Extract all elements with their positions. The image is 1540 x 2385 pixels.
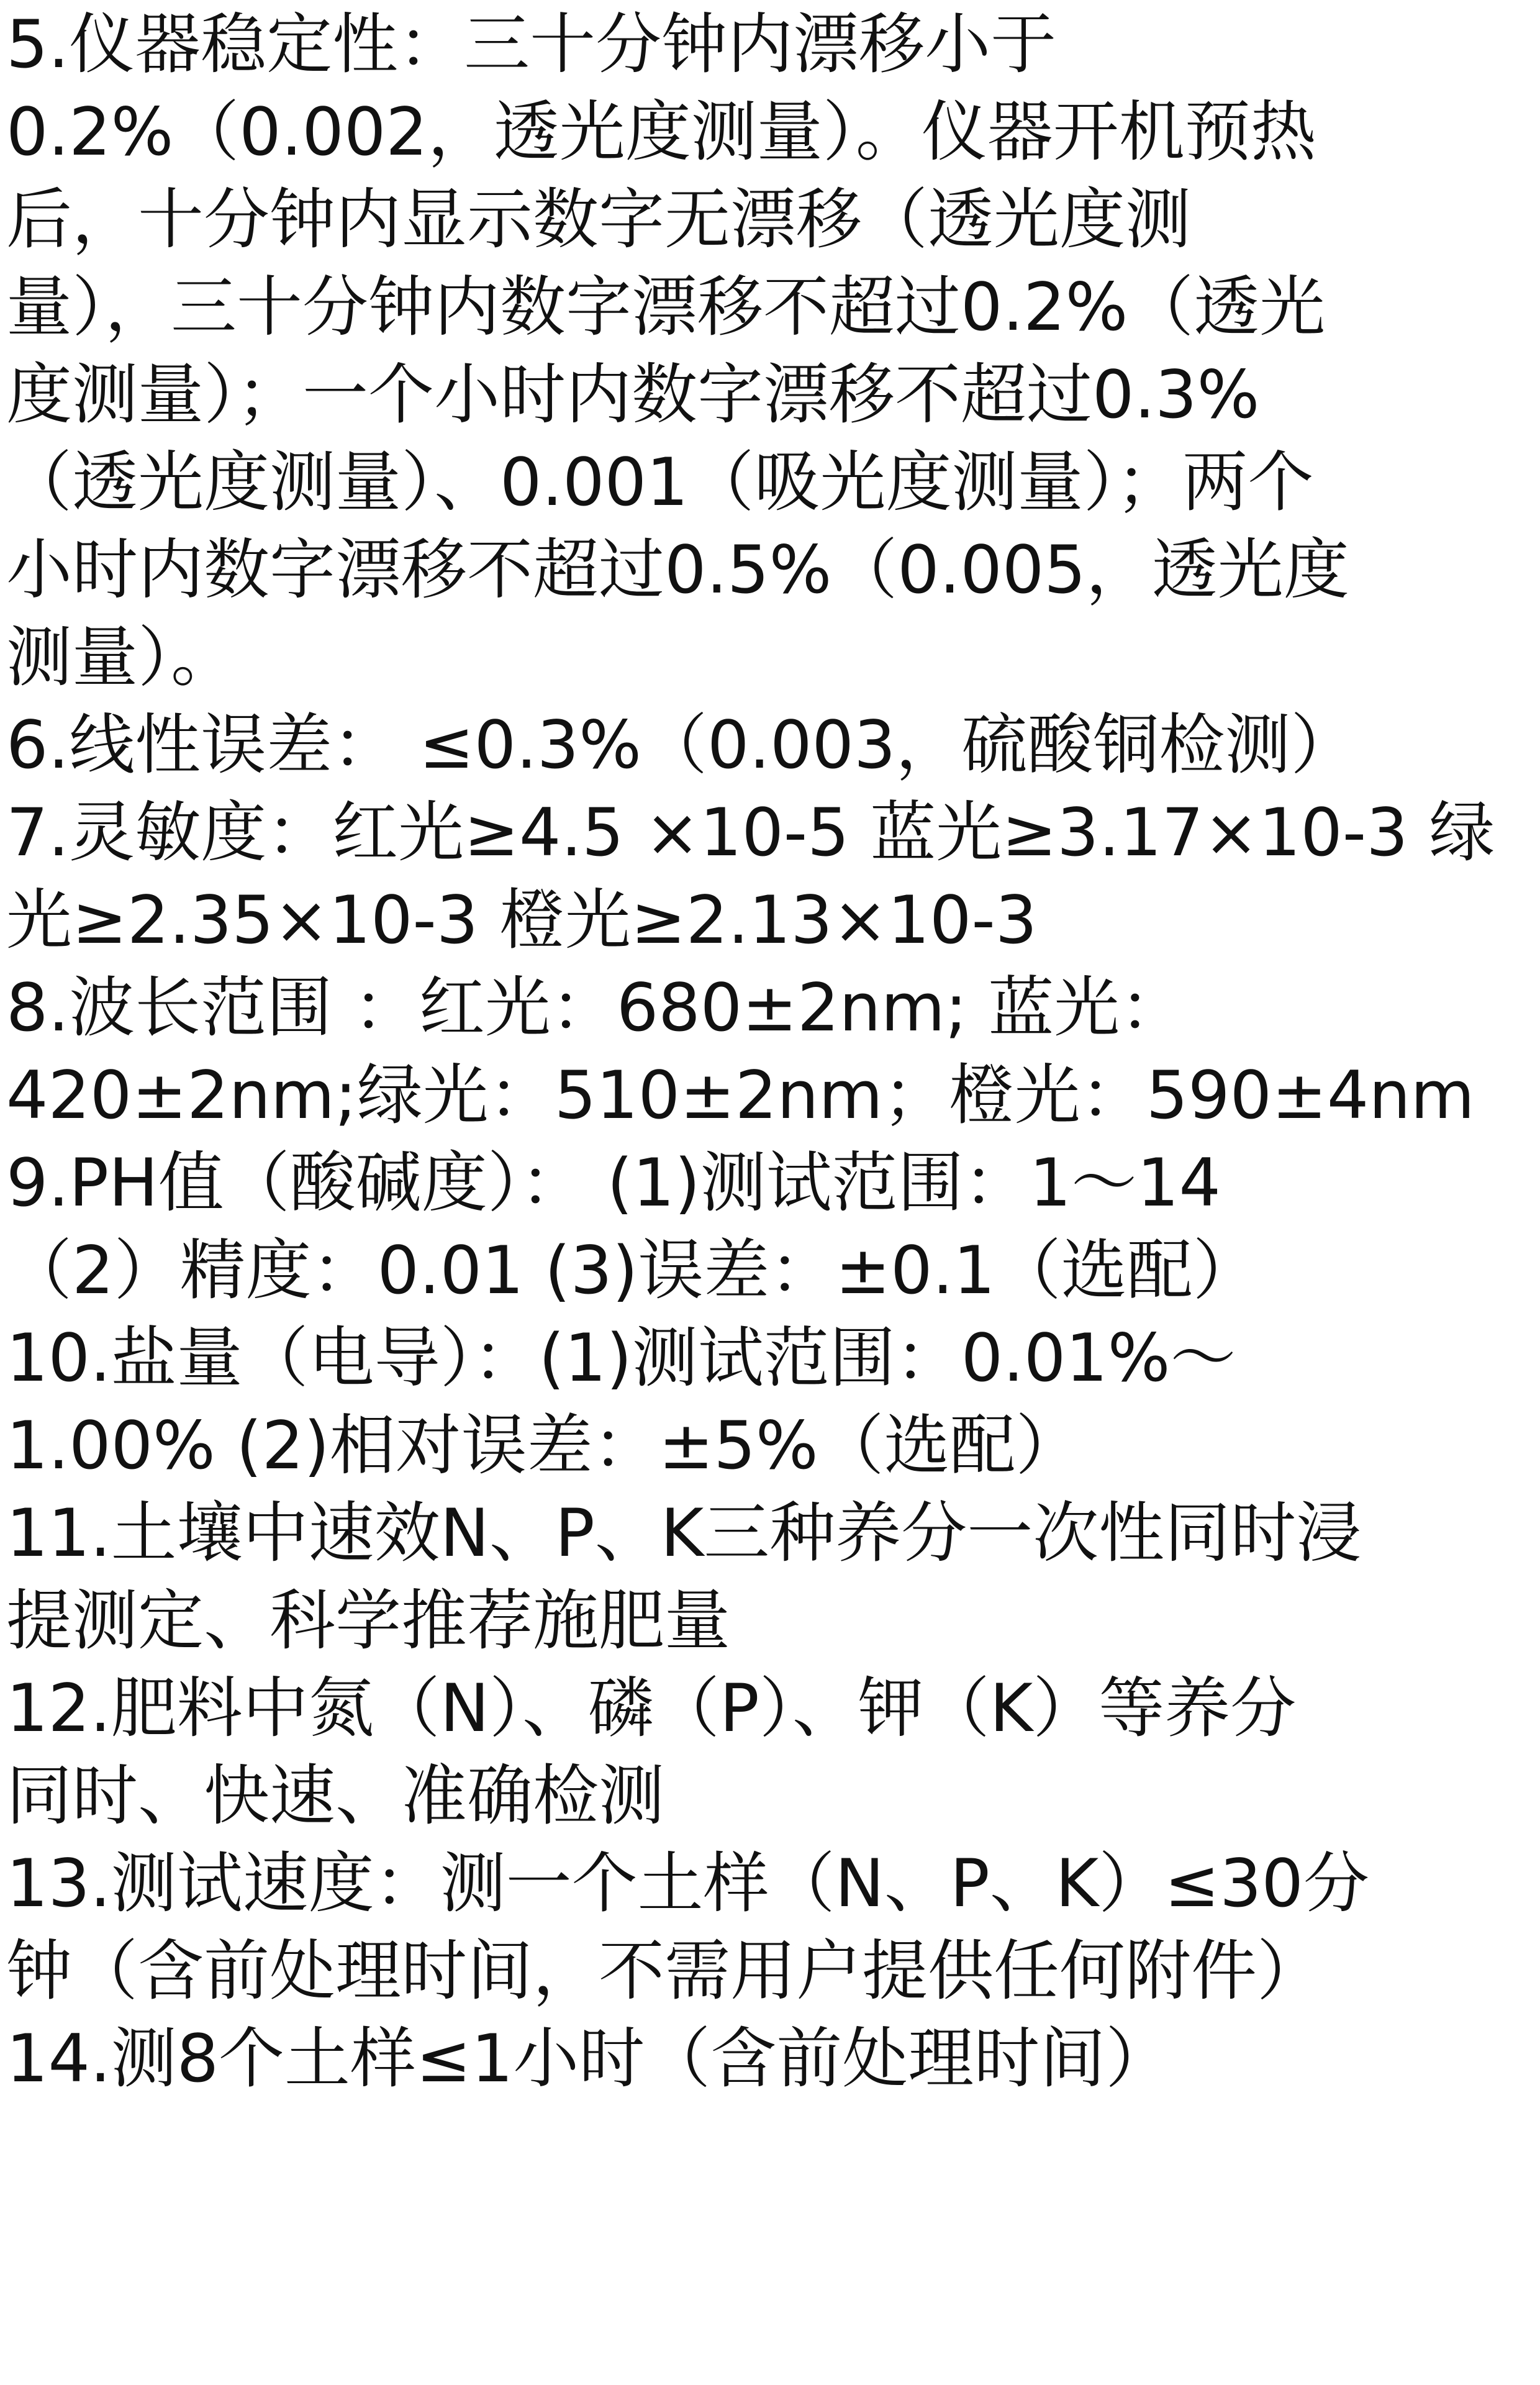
text-line: 5.仪器稳定性：三十分钟内漂移小于: [6, 6, 1057, 83]
text-line: 度测量）；一个小时内数字漂移不超过0.3%: [6, 357, 1260, 433]
text-line: 13.测试速度：测一个土样（N、P、K）≤30分: [6, 1845, 1369, 1922]
text-line: 后，十分钟内显示数字无漂移（透光度测: [6, 181, 1191, 258]
text-line: 0.2%（0.002，透光度测量）。仪器开机预热: [6, 94, 1316, 170]
text-line: 1.00% (2)相对误差：±5%（选配）: [6, 1407, 1082, 1484]
text-line: 钟（含前处理时间，不需用户提供任何附件）: [6, 1933, 1323, 2009]
text-line: 420±2nm;绿光：510±2nm；橙光：590±4nm: [6, 1057, 1475, 1133]
text-line: 6.线性误差： ≤0.3%（0.003，硫酸铜检测）: [6, 707, 1357, 783]
text-line: 8.波长范围 ：红光：680±2nm; 蓝光：: [6, 970, 1186, 1046]
text-line: 10.盐量（电导）：(1)测试范围：0.01%～: [6, 1320, 1236, 1396]
text-line: 同时、快速、准确检测: [6, 1758, 664, 1834]
text-line: 测量）。: [6, 619, 237, 696]
text-line: 9.PH值（酸碱度）： (1)测试范围：1～14: [6, 1145, 1221, 1221]
text-line: 11.土壤中速效N、P、K三种养分一次性同时浸: [6, 1495, 1362, 1571]
text-line: 小时内数字漂移不超过0.5%（0.005，透光度: [6, 532, 1349, 608]
text-line: 量），三十分钟内数字漂移不超过0.2%（透光: [6, 269, 1326, 345]
text-line: 光≥2.35×10-3 橙光≥2.13×10-3: [6, 882, 1038, 958]
text-line: （透光度测量）、0.001（吸光度测量）；两个: [6, 444, 1314, 520]
text-line: 提测定、科学推荐施肥量: [6, 1583, 730, 1659]
text-line: 14.测8个土样≤1小时（含前处理时间）: [6, 2020, 1172, 2097]
text-line: （2）精度：0.01 (3)误差：±0.1（选配）: [6, 1232, 1259, 1309]
text-line: 12.肥料中氮（N）、磷（P）、钾（K）等养分: [6, 1670, 1297, 1747]
text-line: 7.灵敏度：红光≥4.5 ×10-5 蓝光≥3.17×10-3 绿: [6, 794, 1495, 871]
